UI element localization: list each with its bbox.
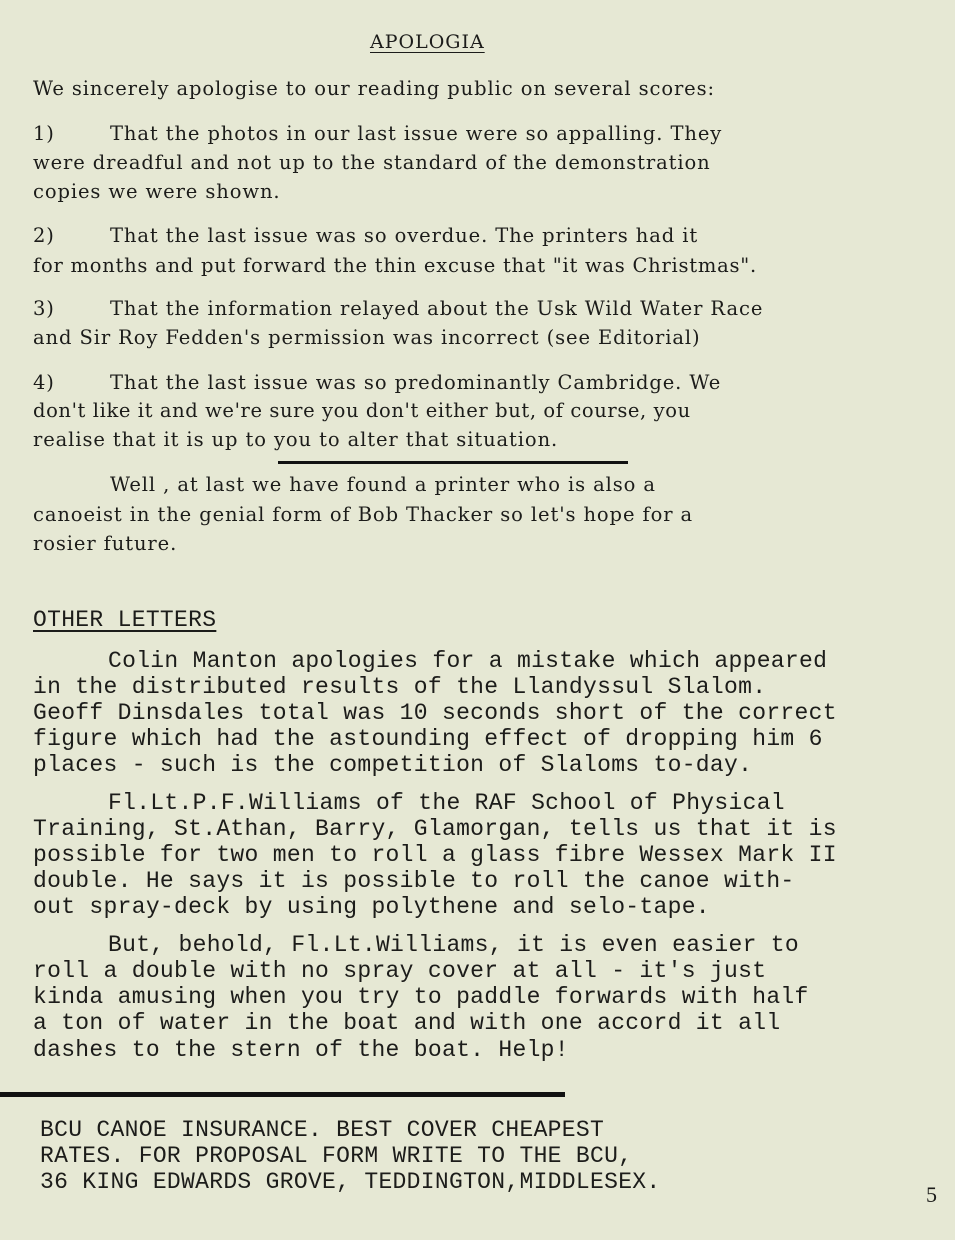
- paragraph-line: Colin Manton apologies for a mistake which appeared: [108, 648, 828, 674]
- paragraph-line: possible for two men to roll a glass fibre Wessex Mark II: [33, 842, 837, 868]
- page-number: 5: [926, 1182, 937, 1207]
- item-number: 3): [33, 297, 55, 320]
- item-text-line: copies we were shown.: [33, 180, 281, 203]
- paragraph-line: dashes to the stern of the boat. Help!: [33, 1037, 569, 1063]
- item-number: 1): [33, 122, 55, 145]
- item-text-line: were dreadful and not up to the standard of the demonstration: [33, 151, 711, 174]
- item-text-line: That the photos in our last issue were so appalling. They: [110, 122, 723, 145]
- item-text-line: That the last issue was so overdue. The printers had it: [110, 224, 699, 247]
- paragraph-line: But, behold, Fl.Lt.Williams, it is even easier to: [108, 932, 800, 958]
- item-text-line: realise that it is up to you to alter that situation.: [33, 428, 559, 451]
- advert-divider: [0, 1092, 565, 1097]
- paragraph-line: Training, St.Athan, Barry, Glamorgan, tells us that it is: [33, 816, 837, 842]
- paragraph-line: double. He says it is possible to roll the canoe with-: [33, 868, 795, 894]
- item-text-line: don't like it and we're sure you don't either but, of course, you: [33, 399, 691, 422]
- item-text-line: That the information relayed about the Usk Wild Water Race: [110, 297, 764, 320]
- advert-line: RATES. FOR PROPOSAL FORM WRITE TO THE BCU,: [40, 1143, 633, 1169]
- item-number: 4): [33, 371, 55, 394]
- item-text-line: and Sir Roy Fedden's permission was incorrect (see Editorial): [33, 326, 701, 349]
- section-title-other-letters: OTHER LETTERS: [33, 607, 217, 633]
- paragraph-line: kinda amusing when you try to paddle forwards with half: [33, 984, 809, 1010]
- advert-line: 36 KING EDWARDS GROVE, TEDDINGTON,MIDDLESEX.: [40, 1169, 661, 1195]
- paragraph-line: roll a double with no spray cover at all - it's just: [33, 958, 767, 984]
- paragraph-line: figure which had the astounding effect of dropping him 6: [33, 726, 823, 752]
- paragraph-line: in the distributed results of the Llandyssul Slalom.: [33, 674, 767, 700]
- section-title-apologia: APOLOGIA: [370, 31, 485, 53]
- apologia-intro: We sincerely apologise to our reading public on several scores:: [33, 77, 716, 100]
- item-text-line: That the last issue was so predominantly Cambridge. We: [110, 371, 722, 394]
- paragraph-line: Fl.Lt.P.F.Williams of the RAF School of Physical: [108, 790, 785, 816]
- section-divider: [278, 461, 628, 464]
- paragraph-line: canoeist in the genial form of Bob Thacker so let's hope for a: [33, 503, 694, 526]
- item-text-line: for months and put forward the thin excuse that "it was Christmas".: [33, 254, 757, 277]
- paragraph-line: rosier future.: [33, 532, 178, 555]
- paragraph-line: out spray-deck by using polythene and selo-tape.: [33, 894, 710, 920]
- paragraph-line: Geoff Dinsdales total was 10 seconds short of the correct: [33, 700, 837, 726]
- advert-line: BCU CANOE INSURANCE. BEST COVER CHEAPEST: [40, 1117, 605, 1143]
- paragraph-line: Well , at last we have found a printer who is also a: [110, 473, 656, 496]
- item-number: 2): [33, 224, 55, 247]
- paragraph-line: a ton of water in the boat and with one accord it all: [33, 1010, 781, 1036]
- paragraph-line: places - such is the competition of Slaloms to-day.: [33, 752, 753, 778]
